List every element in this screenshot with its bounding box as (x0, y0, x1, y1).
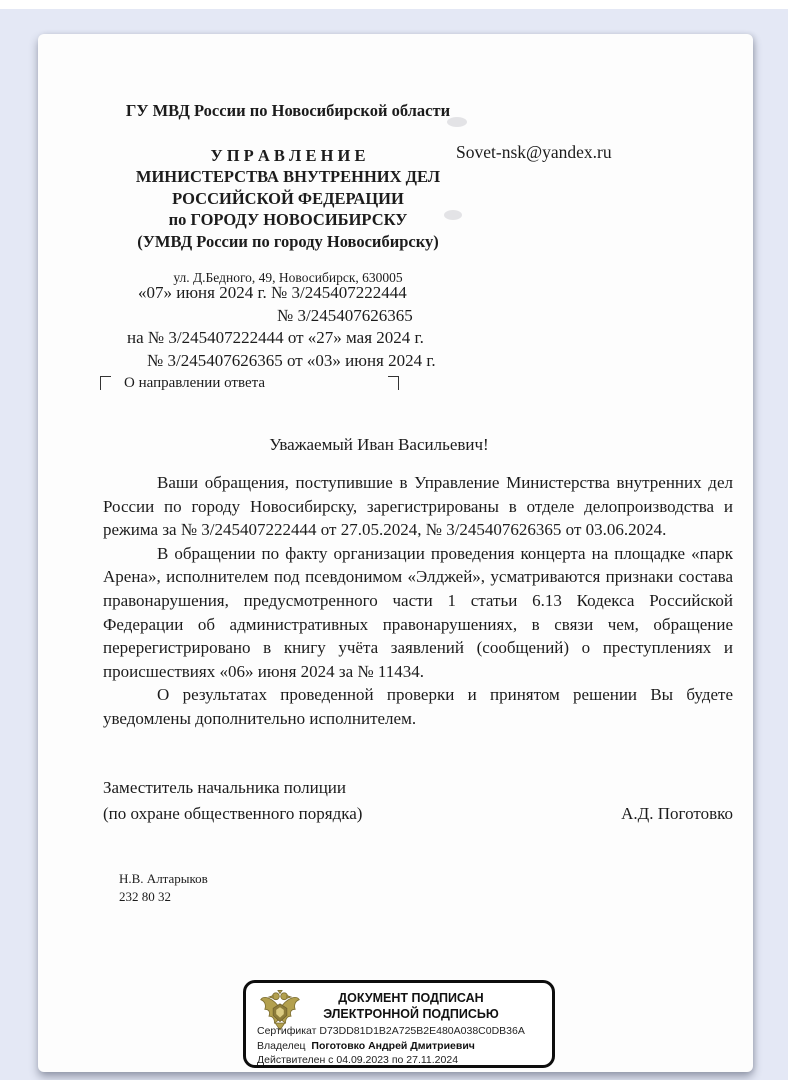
signer-position-line-1: Заместитель начальника полиции (103, 778, 347, 797)
stamp-title (308, 990, 514, 1022)
stamp-title-line-1: ДОКУМЕНТ ПОДПИСАН (338, 991, 484, 1005)
electronic-signature-stamp (243, 980, 555, 1068)
letter-page (38, 34, 753, 1072)
reply-to-number-2: № 3/245407626365 от «03» июня 2024 г. (147, 350, 436, 370)
executor-name: Н.В. Алтарыков (119, 871, 208, 886)
signer-position-line-2: (по охране общественного порядка) (103, 804, 363, 823)
recipient-email: Sovet-nsk@yandex.ru (456, 142, 612, 162)
outgoing-number-2: № 3/245407626365 (277, 305, 413, 325)
subject-line: О направлении ответа (124, 375, 266, 391)
parent-organization: ГУ МВД России по Новосибирской области (125, 101, 451, 120)
stamp-owner-label: Владелец (257, 1039, 306, 1052)
paragraph-followup: О результатах проведенной проверки и принятом решении Вы будете уведомлены дополнительно исполнителем. (103, 685, 733, 728)
paragraph-registration: Ваши обращения, поступившие в Управление Министерства внутренних дел России по городу Новосибирску, зарегистрированы в отделе делопроизводства и режима за № 3/245407222444 от 27.05.2024, № 3/245407626365 от 03.06.2024. (103, 473, 733, 540)
stamp-certificate-line (257, 1024, 525, 1039)
addressee-corner-mark-right (388, 376, 399, 390)
outgoing-date-number: «07» июня 2024 г. № 3/245407222444 (138, 283, 407, 302)
paragraph-violation: В обращении по факту организации проведения концерта на площадке «парк Арена», исполнителем под псевдонимом «Элджей», усматриваются признаки состава правонарушения, предусмотренного части 1 статьи 6.13 Кодекса Российской Федерации об административных правонарушениях, в связи чем, обращение перерегистрировано в книгу учёта заявлений (сообщений) о преступлениях и происшествиях «06» июня 2024 за № 11434. (103, 543, 733, 681)
reference-block (100, 282, 436, 372)
org-name-line-4: по ГОРОДУ НОВОСИБИРСКУ (168, 210, 408, 229)
scan-top-strip (0, 0, 788, 9)
letter-body (103, 471, 733, 731)
addressee-corner-mark-left (100, 376, 111, 390)
org-name-line-3: РОССИЙСКОЙ ФЕДЕРАЦИИ (172, 188, 404, 208)
stamp-certificate-label: Сертификат (257, 1025, 317, 1037)
stamp-owner-value: Поготовко Андрей Дмитриевич (311, 1039, 475, 1052)
executor-phone: 232 80 32 (119, 888, 171, 904)
subject-row (100, 375, 400, 395)
org-name-line-2: МИНИСТЕРСТВА ВНУТРЕННИХ ДЕЛ (135, 167, 441, 186)
stamp-title-line-2: ЭЛЕКТРОННОЙ ПОДПИСЬЮ (323, 1007, 499, 1021)
org-postal-address: ул. Д.Бедного, 49, Новосибирск, 630005 (173, 270, 403, 285)
salutation: Уважаемый Иван Васильевич! (269, 435, 489, 454)
org-name-line-1: У П Р А В Л Е Н И Е (210, 145, 366, 165)
signature-block (103, 775, 733, 827)
stamp-owner-line (257, 1039, 525, 1054)
stamp-certificate-value: D73DD81D1B2A725B2E480A038C0DB36A (319, 1025, 525, 1037)
signer-name: А.Д. Поготовко (621, 804, 733, 823)
executor-block (119, 870, 208, 905)
stamp-validity-line: Действителен с 04.09.2023 по 27.11.2024 (257, 1054, 459, 1066)
stamp-details (257, 1024, 525, 1068)
org-name-line-5: (УМВД России по городу Новосибирску) (137, 231, 439, 251)
letterhead (93, 100, 483, 289)
reply-to-number-1: на № 3/245407222444 от «27» мая 2024 г. (127, 328, 424, 347)
